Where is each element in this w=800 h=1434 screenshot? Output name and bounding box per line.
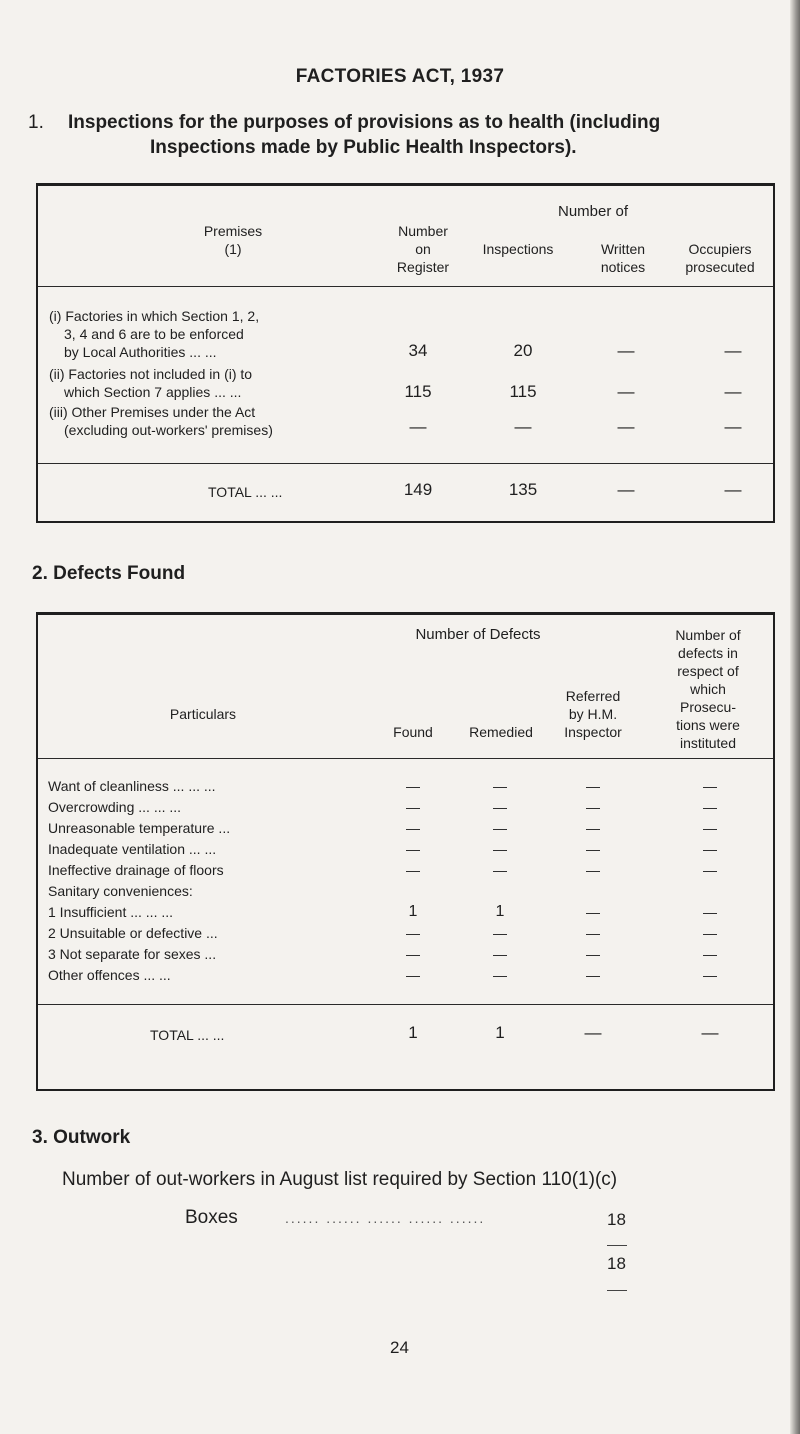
header-found: Found — [393, 724, 433, 740]
total-found: 1 — [408, 1023, 418, 1042]
table-row — [38, 946, 773, 966]
found-value: — — [406, 946, 420, 962]
section-1-heading-line-1: Inspections for the purposes of provisions as to health (including — [68, 112, 661, 133]
header-prosecutions-5: Prosecu- — [679, 699, 737, 715]
header-register-1: Number — [398, 223, 448, 239]
found-value: — — [406, 778, 420, 794]
found-value: — — [406, 967, 420, 983]
total-row — [38, 482, 773, 506]
prosecutions-value: — — [703, 778, 717, 794]
header-prosecutions-1: Number of — [675, 627, 741, 643]
remedied-value: — — [493, 799, 507, 815]
boxes-leader-dots: ...... ...... ...... ...... ...... — [285, 1210, 486, 1226]
boxes-value: 18 — [607, 1210, 626, 1229]
header-prosecutions-2: defects in — [678, 645, 738, 661]
sum-rule-bottom — [607, 1290, 627, 1291]
header-remedied: Remedied — [469, 724, 533, 740]
prosecutions-value: — — [703, 862, 717, 878]
row-label-line-2: which Section 7 applies ... ... — [64, 384, 242, 400]
referred-value: — — [586, 946, 600, 962]
section-1-number: 1. — [28, 112, 44, 133]
table-row — [38, 820, 773, 840]
header-referred-2: by H.M. — [568, 706, 618, 722]
prosecutions-value: — — [703, 967, 717, 983]
header-occupiers-2: prosecuted — [685, 259, 755, 275]
total-referred: — — [584, 1023, 602, 1042]
header-written-1: Written — [600, 241, 646, 257]
page-number: 24 — [390, 1338, 409, 1357]
header-referred-3: Inspector — [564, 724, 622, 740]
header-register-2: on — [415, 241, 431, 257]
written-notices-value: — — [617, 382, 635, 401]
remedied-value: — — [493, 820, 507, 836]
sum-rule-top — [607, 1245, 627, 1246]
row-label: Ineffective drainage of floors — [48, 862, 224, 878]
header-written-2: notices — [600, 259, 646, 275]
prosecutions-value: — — [703, 904, 717, 920]
written-notices-value: — — [617, 417, 635, 436]
prosecutions-value: — — [703, 946, 717, 962]
row-label-line-3: by Local Authorities ... ... — [64, 344, 217, 360]
table-row — [38, 925, 773, 945]
header-prosecutions-7: instituted — [679, 735, 737, 751]
found-value: — — [406, 862, 420, 878]
remedied-value: — — [493, 925, 507, 941]
row-label: Unreasonable temperature ... — [48, 820, 231, 836]
referred-value: — — [586, 925, 600, 941]
header-referred-1: Referred — [565, 688, 621, 704]
row-label: Want of cleanliness ... ... ... — [48, 778, 216, 794]
inspections-value: 115 — [509, 382, 537, 401]
section-1-heading — [28, 110, 773, 160]
page-edge-shadow — [790, 0, 800, 1434]
inspections-value: 20 — [513, 341, 533, 360]
header-number-of: Number of — [557, 203, 629, 220]
table-subheading-row — [38, 883, 773, 903]
referred-value: — — [586, 904, 600, 920]
table-row — [38, 366, 773, 406]
total-label: TOTAL ... ... — [208, 484, 283, 500]
written-notices-value: — — [617, 341, 635, 360]
defects-found-table — [36, 612, 775, 1091]
found-value: 1 — [408, 903, 418, 920]
row-label-line-2: 3, 4 and 6 are to be enforced — [64, 326, 244, 342]
header-particulars: Particulars — [169, 706, 237, 722]
header-register-3: Register — [396, 259, 450, 275]
register-value: — — [409, 417, 427, 436]
table-row — [38, 862, 773, 882]
total-remedied: 1 — [495, 1023, 505, 1042]
occupiers-value: — — [724, 341, 742, 360]
total-register: 149 — [403, 480, 433, 499]
remedied-value: — — [493, 778, 507, 794]
table-row — [38, 799, 773, 819]
row-label-line-2: (excluding out-workers' premises) — [64, 422, 273, 438]
row-label: 2 Unsuitable or defective ... — [48, 925, 218, 941]
table-row — [38, 404, 773, 444]
table-row — [38, 778, 773, 798]
total-inspections: 135 — [508, 480, 538, 499]
row-label: Sanitary conveniences: — [48, 883, 193, 899]
register-value: 34 — [408, 341, 428, 360]
header-occupiers-1: Occupiers — [688, 241, 752, 257]
section-2-heading: 2. Defects Found — [32, 563, 186, 584]
table-row — [38, 967, 773, 987]
inspections-value: — — [514, 417, 532, 436]
referred-value: — — [586, 799, 600, 815]
header-prosecutions-6: tions were — [676, 717, 740, 733]
header-premises: Premises — [203, 223, 263, 239]
found-value: — — [406, 820, 420, 836]
row-label-line-1: (i) Factories in which Section 1, 2, — [49, 308, 260, 324]
remedied-value: 1 — [495, 903, 505, 920]
prosecutions-value: — — [703, 841, 717, 857]
table-row — [38, 904, 773, 924]
header-number-of-defects: Number of Defects — [415, 626, 541, 643]
table-1-header-rule — [38, 286, 773, 287]
table-2-header-rule — [38, 758, 773, 759]
referred-value: — — [586, 820, 600, 836]
header-inspections: Inspections — [482, 241, 554, 257]
header-prosecutions-4: which — [690, 681, 726, 697]
row-label: 1 Insufficient ... ... ... — [48, 904, 174, 920]
table-row — [38, 841, 773, 861]
table-2-total-rule — [38, 1004, 773, 1005]
row-label: Inadequate ventilation ... ... — [48, 841, 217, 857]
row-label: Overcrowding ... ... ... — [48, 799, 182, 815]
outworkers-statement: Number of out-workers in August list required by Section 110(1)(c) — [62, 1169, 618, 1190]
remedied-value: — — [493, 946, 507, 962]
prosecutions-value: — — [703, 820, 717, 836]
row-label-line-1: (iii) Other Premises under the Act — [49, 404, 256, 420]
total-label: TOTAL ... ... — [150, 1027, 225, 1043]
outworkers-total: 18 — [607, 1254, 626, 1273]
found-value: — — [406, 841, 420, 857]
remedied-value: — — [493, 862, 507, 878]
prosecutions-value: — — [703, 799, 717, 815]
table-row — [38, 308, 773, 368]
referred-value: — — [586, 967, 600, 983]
row-label: Other offences ... ... — [48, 967, 171, 983]
referred-value: — — [586, 841, 600, 857]
health-inspections-table — [36, 183, 775, 523]
header-prosecutions-3: respect of — [677, 663, 739, 679]
remedied-value: — — [493, 967, 507, 983]
register-value: 115 — [404, 382, 432, 401]
referred-value: — — [586, 778, 600, 794]
header-premises-sub: (1) — [224, 241, 242, 257]
total-written-notices: — — [617, 480, 635, 499]
occupiers-value: — — [724, 382, 742, 401]
boxes-label: Boxes — [185, 1207, 238, 1228]
remedied-value: — — [493, 841, 507, 857]
row-label: 3 Not separate for sexes ... — [48, 946, 217, 962]
found-value: — — [406, 925, 420, 941]
table-1-total-rule — [38, 463, 773, 464]
occupiers-value: — — [724, 417, 742, 436]
referred-value: — — [586, 862, 600, 878]
section-1-heading-line-2: Inspections made by Public Health Inspectors). — [150, 137, 577, 158]
prosecutions-value: — — [703, 925, 717, 941]
total-prosecutions: — — [701, 1023, 719, 1042]
section-3-heading: 3. Outwork — [32, 1127, 131, 1148]
row-label-line-1: (ii) Factories not included in (i) to — [49, 366, 253, 382]
found-value: — — [406, 799, 420, 815]
document-title: FACTORIES ACT, 1937 — [295, 66, 505, 87]
total-occupiers: — — [724, 480, 742, 499]
total-row — [38, 1025, 773, 1049]
